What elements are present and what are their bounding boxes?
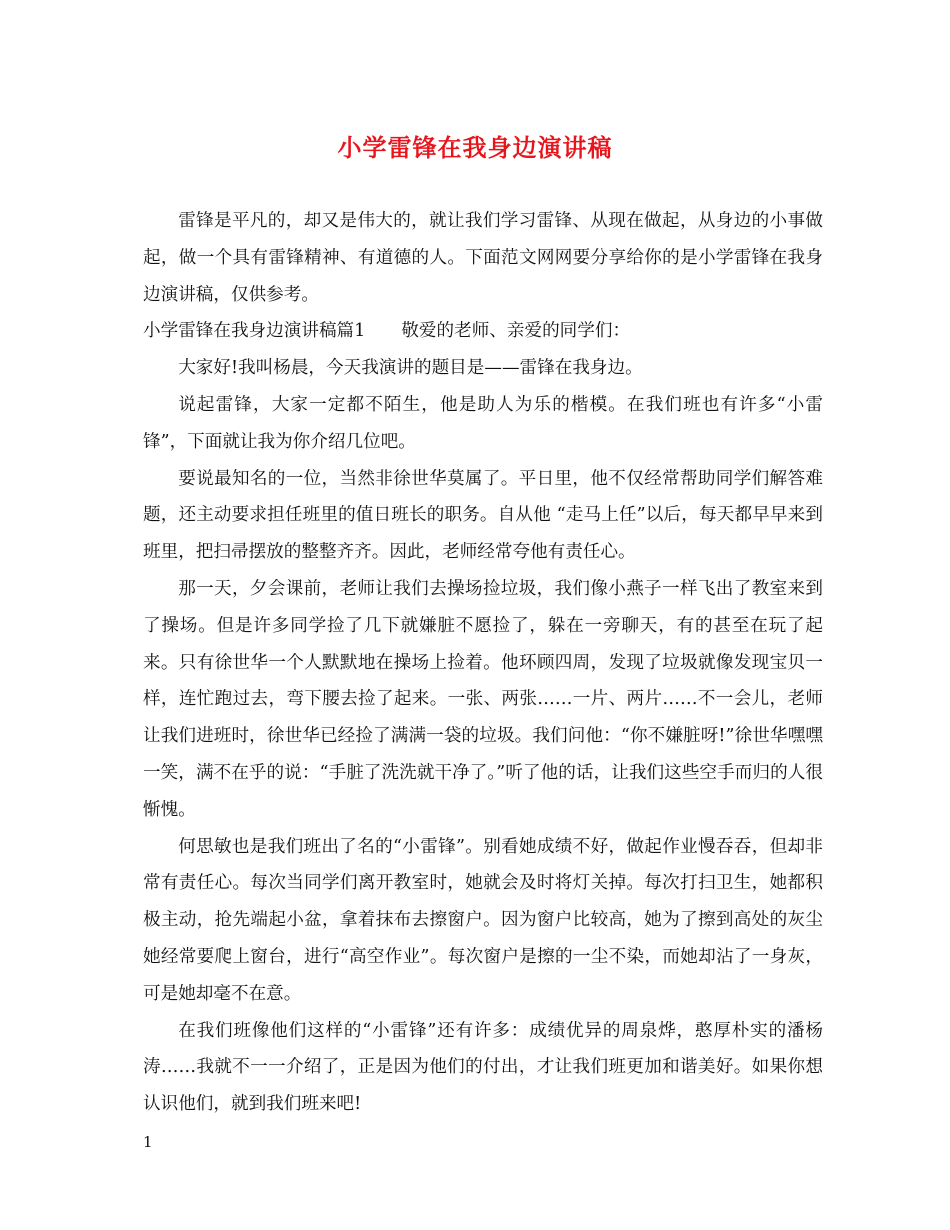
paragraph-xu-shihua: 要说最知名的一位，当然非徐世华莫属了。平日里，他不仅经常帮助同学们解答难题，还主动要求担任班里的值日班长的职务。自从他 “走马上任”以后，每天都早早来到班里，把扫帚摆放的整整齐齐。因此，老师经常夸他有责任心。 <box>143 468 823 563</box>
section-heading-line <box>143 313 823 350</box>
salutation: 敬爱的老师、亲爱的同学们： <box>401 321 631 342</box>
paragraph-conclusion: 在我们班像他们这样的“小雷锋”还有许多：成绩优异的周泉烨，憨厚朴实的潘杨涛……我就不一一介绍了，正是因为他们的付出，才让我们班更加和谐美好。如果你想认识他们，就到我们班来吧! <box>143 1020 823 1115</box>
intro-paragraph: 雷锋是平凡的，却又是伟大的，就让我们学习雷锋、从现在做起，从身边的小事做起，做一个具有雷锋精神、有道德的人。下面范文网网要分享给你的是小学雷锋在我身边演讲稿，仅供参考。 <box>143 211 823 305</box>
paragraph-intro-lei-feng: 说起雷锋，大家一定都不陌生，他是助人为乐的楷模。在我们班也有许多“小雷锋”，下面就让我为你介绍几位吧。 <box>143 394 823 452</box>
document-body <box>143 203 823 1123</box>
paragraph-greeting: 大家好!我叫杨晨，今天我演讲的题目是——雷锋在我身边。 <box>178 358 643 379</box>
section-heading: 小学雷锋在我身边演讲稿篇1 <box>143 321 366 342</box>
document-title: 小学雷锋在我身边演讲稿 <box>337 133 613 162</box>
page-number: 1 <box>143 1133 153 1151</box>
paragraph-playground-story: 那一天，夕会课前，老师让我们去操场捡垃圾，我们像小燕子一样飞出了教室来到了操场。但是许多同学捡了几下就嫌脏不愿捡了，躲在一旁聊天，有的甚至在玩了起来。只有徐世华一个人默默地在操场上捡着。他环顾四周，发现了垃圾就像发现宝贝一样，连忙跑过去，弯下腰去捡了起来。一张、两张……一片、两片……不一会儿，老师让我们进班时，徐世华已经捡了满满一袋的垃圾。我们问他：“你不嫌脏呀!”徐世华嘿嘿一笑，满不在乎的说：“手脏了洗洗就干净了。”听了他的话，让我们这些空手而归的人很惭愧。 <box>143 578 823 820</box>
paragraph-he-simin: 何思敏也是我们班出了名的“小雷锋”。别看她成绩不好，做起作业慢吞吞，但却非常有责任心。每次当同学们离开教室时，她就会及时将灯关掉。每次打扫卫生，她都积极主动，抢先端起小盆，拿着抹布去擦窗户。因为窗户比较高，她为了擦到高处的灰尘她经常要爬上窗台，进行“高空作业”。每次窗户是擦的一尘不染，而她却沾了一身灰，可是她却毫不在意。 <box>143 836 823 1004</box>
